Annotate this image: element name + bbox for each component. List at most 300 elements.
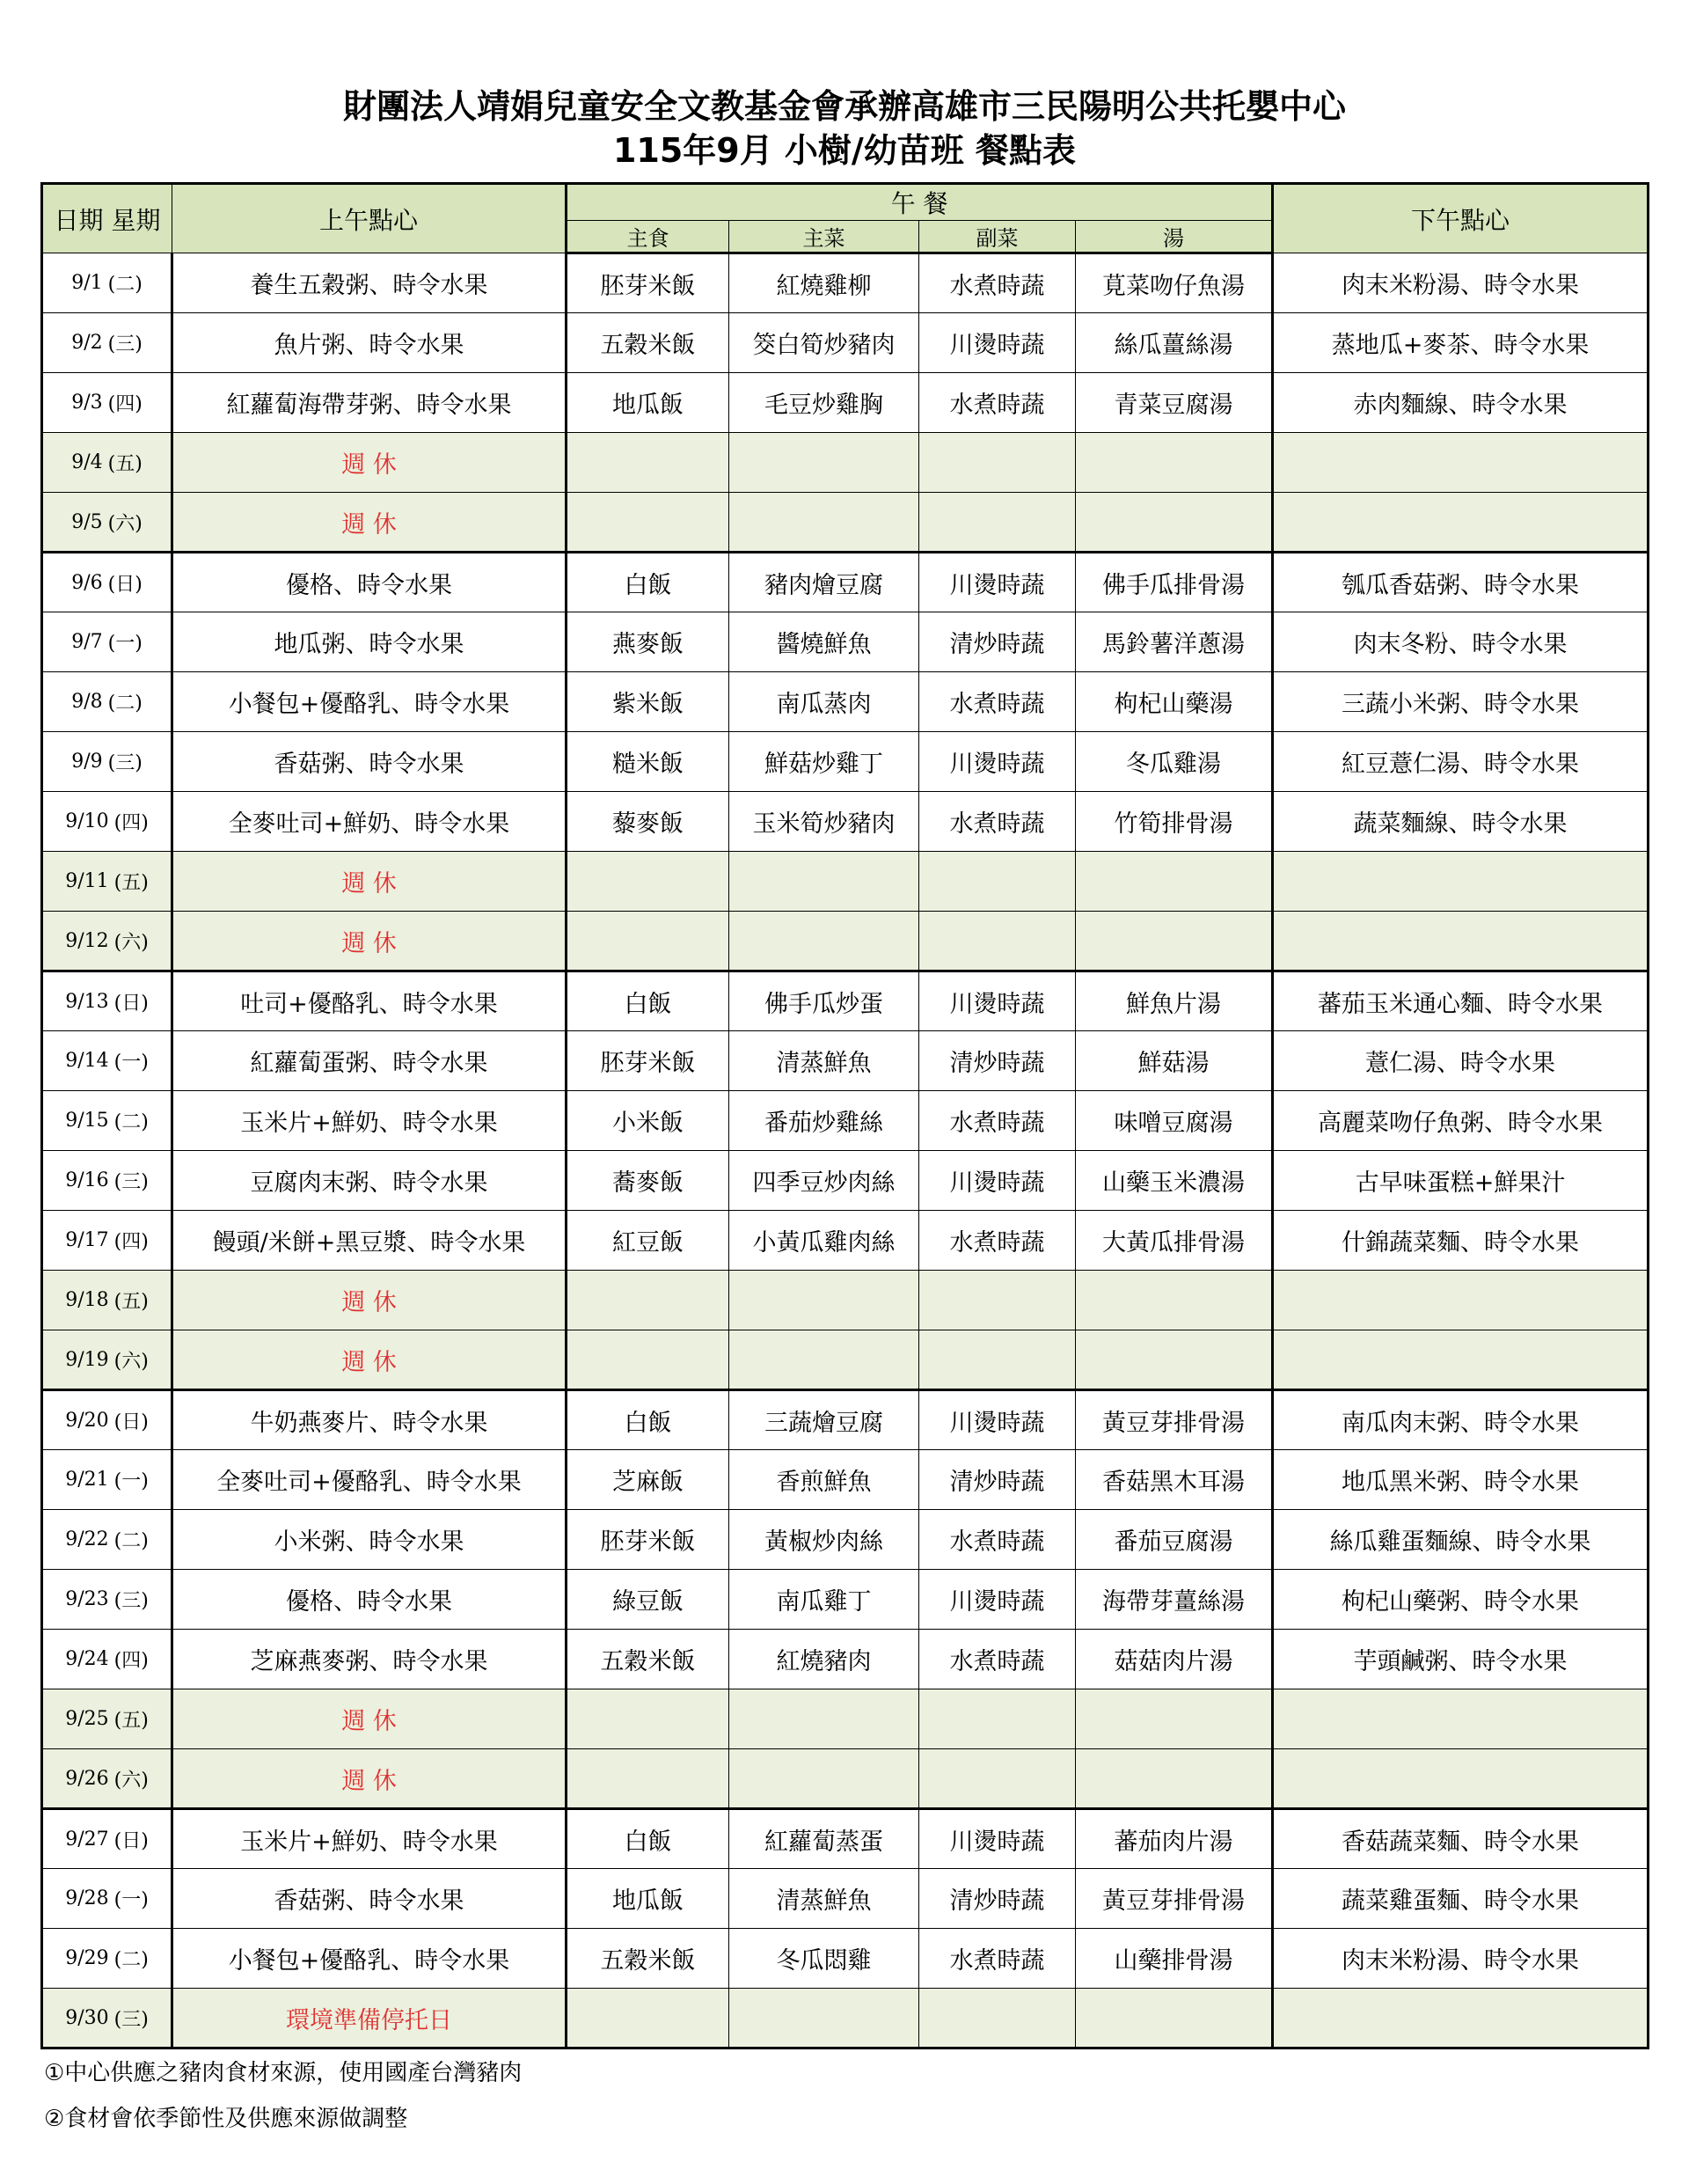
staple-cell xyxy=(567,493,729,553)
weekday-label: (五) xyxy=(113,1710,149,1732)
staple-cell: 小米飯 xyxy=(567,1091,729,1151)
staple-cell: 胚芽米飯 xyxy=(567,1031,729,1091)
table-row xyxy=(42,612,1649,672)
weekday-label: (二) xyxy=(113,1530,149,1552)
side-dish-cell: 川燙時蔬 xyxy=(919,732,1076,792)
main-dish-cell: 南瓜雞丁 xyxy=(729,1570,919,1630)
date-cell xyxy=(42,612,172,672)
afternoon-snack-cell: 芋頭鹹粥、時令水果 xyxy=(1273,1630,1649,1689)
main-dish-cell xyxy=(729,1271,919,1330)
main-dish-cell xyxy=(729,433,919,493)
staple-cell: 紅豆飯 xyxy=(567,1211,729,1271)
soup-cell: 香菇黑木耳湯 xyxy=(1076,1450,1273,1510)
side-dish-cell xyxy=(919,1989,1076,2048)
soup-cell xyxy=(1076,852,1273,912)
main-dish-cell xyxy=(729,1689,919,1749)
side-dish-cell xyxy=(919,1689,1076,1749)
main-dish-cell: 毛豆炒雞胸 xyxy=(729,373,919,433)
date-cell xyxy=(42,253,172,313)
morning-snack-cell: 紅蘿蔔海帶芽粥、時令水果 xyxy=(172,373,567,433)
staple-cell: 白飯 xyxy=(567,553,729,612)
afternoon-snack-cell xyxy=(1273,912,1649,971)
main-dish-cell: 紅燒豬肉 xyxy=(729,1630,919,1689)
date-cell xyxy=(42,912,172,971)
date-cell xyxy=(42,1510,172,1570)
staple-cell: 糙米飯 xyxy=(567,732,729,792)
weekday-label: (六) xyxy=(113,1350,149,1373)
main-dish-cell: 紅燒雞柳 xyxy=(729,253,919,313)
date-cell xyxy=(42,971,172,1031)
col-header-afternoon: 下午點心 xyxy=(1273,184,1649,253)
morning-snack-cell: 魚片粥、時令水果 xyxy=(172,313,567,373)
weekday-label: (四) xyxy=(113,1650,149,1672)
weekday-label: (三) xyxy=(107,752,143,774)
date-label: 9/13 xyxy=(65,990,109,1013)
date-cell xyxy=(42,433,172,493)
main-dish-cell: 清蒸鮮魚 xyxy=(729,1869,919,1929)
morning-snack-cell: 環境準備停托日 xyxy=(172,1989,567,2048)
side-dish-cell xyxy=(919,852,1076,912)
side-dish-cell xyxy=(919,493,1076,553)
date-label: 9/7 xyxy=(71,631,103,653)
afternoon-snack-cell: 地瓜黑米粥、時令水果 xyxy=(1273,1450,1649,1510)
side-dish-cell xyxy=(919,912,1076,971)
date-cell xyxy=(42,1031,172,1091)
soup-cell: 絲瓜薑絲湯 xyxy=(1076,313,1273,373)
date-label: 9/11 xyxy=(65,870,109,892)
page-title: 財團法人靖娟兒童安全文教基金會承辦高雄市三民陽明公共托嬰中心 xyxy=(342,87,1346,126)
weekday-label: (六) xyxy=(107,512,143,535)
main-dish-cell: 醬燒鮮魚 xyxy=(729,612,919,672)
date-cell xyxy=(42,672,172,732)
table-row xyxy=(42,253,1649,313)
side-dish-cell: 川燙時蔬 xyxy=(919,1390,1076,1450)
date-label: 9/2 xyxy=(71,332,103,354)
side-dish-cell: 水煮時蔬 xyxy=(919,1929,1076,1989)
afternoon-snack-cell: 南瓜肉末粥、時令水果 xyxy=(1273,1390,1649,1450)
table-row xyxy=(42,912,1649,971)
date-cell xyxy=(42,1091,172,1151)
staple-cell: 蕎麥飯 xyxy=(567,1151,729,1211)
weekday-label: (三) xyxy=(113,1590,149,1612)
side-dish-cell: 水煮時蔬 xyxy=(919,1630,1076,1689)
staple-cell: 藜麥飯 xyxy=(567,792,729,852)
soup-cell: 山藥玉米濃湯 xyxy=(1076,1151,1273,1211)
morning-snack-cell: 週 休 xyxy=(172,493,567,553)
date-label: 9/28 xyxy=(65,1887,109,1909)
afternoon-snack-cell: 枸杞山藥粥、時令水果 xyxy=(1273,1570,1649,1630)
date-label: 9/4 xyxy=(71,451,103,473)
date-label: 9/1 xyxy=(71,272,103,294)
afternoon-snack-cell xyxy=(1273,1989,1649,2048)
soup-cell: 冬瓜雞湯 xyxy=(1076,732,1273,792)
main-dish-cell: 三蔬燴豆腐 xyxy=(729,1390,919,1450)
soup-cell: 黃豆芽排骨湯 xyxy=(1076,1390,1273,1450)
soup-cell: 山藥排骨湯 xyxy=(1076,1929,1273,1989)
date-label: 9/17 xyxy=(65,1229,109,1251)
weekday-label: (日) xyxy=(107,573,143,596)
side-dish-cell: 川燙時蔬 xyxy=(919,313,1076,373)
morning-snack-cell: 芝麻燕麥粥、時令水果 xyxy=(172,1630,567,1689)
table-row xyxy=(42,1630,1649,1689)
afternoon-snack-cell: 什錦蔬菜麵、時令水果 xyxy=(1273,1211,1649,1271)
soup-cell: 味噌豆腐湯 xyxy=(1076,1091,1273,1151)
morning-snack-cell: 吐司+優酪乳、時令水果 xyxy=(172,971,567,1031)
date-cell xyxy=(42,373,172,433)
staple-cell: 白飯 xyxy=(567,1390,729,1450)
date-label: 9/20 xyxy=(65,1409,109,1432)
date-label: 9/21 xyxy=(65,1469,109,1491)
date-cell xyxy=(42,1989,172,2048)
staple-cell: 五穀米飯 xyxy=(567,1929,729,1989)
afternoon-snack-cell xyxy=(1273,1689,1649,1749)
col-header-soup: 湯 xyxy=(1076,221,1273,253)
side-dish-cell xyxy=(919,433,1076,493)
staple-cell xyxy=(567,1271,729,1330)
soup-cell xyxy=(1076,1330,1273,1390)
soup-cell xyxy=(1076,1749,1273,1809)
date-cell xyxy=(42,852,172,912)
main-dish-cell xyxy=(729,912,919,971)
table-row xyxy=(42,1809,1649,1869)
soup-cell: 莧菜吻仔魚湯 xyxy=(1076,253,1273,313)
soup-cell: 鮮魚片湯 xyxy=(1076,971,1273,1031)
note-seasonal: ②食材會依季節性及供應來源做調整 xyxy=(44,2106,408,2132)
date-cell xyxy=(42,1630,172,1689)
notes xyxy=(44,2050,522,2142)
soup-cell xyxy=(1076,493,1273,553)
afternoon-snack-cell xyxy=(1273,852,1649,912)
staple-cell: 胚芽米飯 xyxy=(567,253,729,313)
morning-snack-cell: 養生五穀粥、時令水果 xyxy=(172,253,567,313)
table-row xyxy=(42,792,1649,852)
morning-snack-cell: 週 休 xyxy=(172,852,567,912)
morning-snack-cell: 香菇粥、時令水果 xyxy=(172,1869,567,1929)
morning-snack-cell: 優格、時令水果 xyxy=(172,1570,567,1630)
side-dish-cell: 清炒時蔬 xyxy=(919,1031,1076,1091)
staple-cell: 五穀米飯 xyxy=(567,1630,729,1689)
soup-cell: 竹筍排骨湯 xyxy=(1076,792,1273,852)
main-dish-cell xyxy=(729,493,919,553)
date-label: 9/22 xyxy=(65,1528,109,1550)
afternoon-snack-cell: 瓠瓜香菇粥、時令水果 xyxy=(1273,553,1649,612)
date-cell xyxy=(42,1211,172,1271)
date-label: 9/10 xyxy=(65,810,109,832)
meal-table xyxy=(40,182,1649,2049)
soup-cell: 佛手瓜排骨湯 xyxy=(1076,553,1273,612)
table-row xyxy=(42,1031,1649,1091)
staple-cell xyxy=(567,433,729,493)
date-label: 9/8 xyxy=(71,691,103,713)
soup-cell: 蕃茄肉片湯 xyxy=(1076,1809,1273,1869)
main-dish-cell: 鮮菇炒雞丁 xyxy=(729,732,919,792)
date-label: 9/15 xyxy=(65,1110,109,1132)
side-dish-cell: 清炒時蔬 xyxy=(919,612,1076,672)
afternoon-snack-cell xyxy=(1273,1271,1649,1330)
table-row xyxy=(42,1211,1649,1271)
afternoon-snack-cell: 肉末米粉湯、時令水果 xyxy=(1273,253,1649,313)
table-row xyxy=(42,852,1649,912)
weekday-label: (五) xyxy=(113,872,149,894)
date-cell xyxy=(42,493,172,553)
weekday-label: (三) xyxy=(113,2008,149,2031)
main-dish-cell xyxy=(729,1749,919,1809)
date-label: 9/9 xyxy=(71,751,103,773)
side-dish-cell: 水煮時蔬 xyxy=(919,792,1076,852)
table-row xyxy=(42,672,1649,732)
weekday-label: (六) xyxy=(113,1769,149,1792)
col-header-staple: 主食 xyxy=(567,221,729,253)
table-row xyxy=(42,1450,1649,1510)
date-cell xyxy=(42,732,172,792)
table-row xyxy=(42,1091,1649,1151)
main-dish-cell xyxy=(729,852,919,912)
afternoon-snack-cell: 高麗菜吻仔魚粥、時令水果 xyxy=(1273,1091,1649,1151)
col-header-side: 副菜 xyxy=(919,221,1076,253)
date-label: 9/19 xyxy=(65,1348,109,1371)
side-dish-cell: 清炒時蔬 xyxy=(919,1869,1076,1929)
weekday-label: (五) xyxy=(113,1291,149,1313)
staple-cell: 紫米飯 xyxy=(567,672,729,732)
soup-cell xyxy=(1076,1271,1273,1330)
date-label: 9/26 xyxy=(65,1767,109,1790)
morning-snack-cell: 全麥吐司+優酪乳、時令水果 xyxy=(172,1450,567,1510)
date-label: 9/25 xyxy=(65,1708,109,1730)
afternoon-snack-cell xyxy=(1273,433,1649,493)
meal-table-body xyxy=(42,253,1649,2048)
side-dish-cell: 水煮時蔬 xyxy=(919,373,1076,433)
table-row xyxy=(42,1689,1649,1749)
date-cell xyxy=(42,1689,172,1749)
table-row xyxy=(42,971,1649,1031)
staple-cell: 芝麻飯 xyxy=(567,1450,729,1510)
weekday-label: (二) xyxy=(113,1111,149,1133)
table-row xyxy=(42,1271,1649,1330)
staple-cell: 地瓜飯 xyxy=(567,1869,729,1929)
date-label: 9/12 xyxy=(65,929,109,952)
soup-cell: 海帶芽薑絲湯 xyxy=(1076,1570,1273,1630)
staple-cell xyxy=(567,1989,729,2048)
afternoon-snack-cell: 肉末冬粉、時令水果 xyxy=(1273,612,1649,672)
table-row xyxy=(42,1869,1649,1929)
main-dish-cell: 番茄炒雞絲 xyxy=(729,1091,919,1151)
weekday-label: (一) xyxy=(113,1470,149,1492)
afternoon-snack-cell: 蔬菜雞蛋麵、時令水果 xyxy=(1273,1869,1649,1929)
afternoon-snack-cell: 蒸地瓜+麥茶、時令水果 xyxy=(1273,313,1649,373)
staple-cell xyxy=(567,1749,729,1809)
weekday-label: (二) xyxy=(107,693,143,715)
col-header-lunch: 午 餐 xyxy=(567,184,1273,221)
main-dish-cell: 四季豆炒肉絲 xyxy=(729,1151,919,1211)
soup-cell: 枸杞山藥湯 xyxy=(1076,672,1273,732)
date-label: 9/14 xyxy=(65,1050,109,1072)
table-row xyxy=(42,1749,1649,1809)
side-dish-cell: 川燙時蔬 xyxy=(919,1570,1076,1630)
staple-cell: 燕麥飯 xyxy=(567,612,729,672)
date-label: 9/27 xyxy=(65,1828,109,1851)
table-row xyxy=(42,1929,1649,1989)
main-dish-cell: 佛手瓜炒蛋 xyxy=(729,971,919,1031)
table-row xyxy=(42,1570,1649,1630)
morning-snack-cell: 玉米片+鮮奶、時令水果 xyxy=(172,1809,567,1869)
weekday-label: (一) xyxy=(113,1052,149,1074)
afternoon-snack-cell: 肉末米粉湯、時令水果 xyxy=(1273,1929,1649,1989)
weekday-label: (二) xyxy=(113,1949,149,1971)
main-dish-cell: 小黃瓜雞肉絲 xyxy=(729,1211,919,1271)
date-label: 9/23 xyxy=(65,1588,109,1610)
date-cell xyxy=(42,553,172,612)
date-label: 9/16 xyxy=(65,1169,109,1191)
side-dish-cell: 水煮時蔬 xyxy=(919,1510,1076,1570)
note-pork-source: ①中心供應之豬肉食材來源，使用國產台灣豬肉 xyxy=(44,2060,523,2086)
main-dish-cell: 黃椒炒肉絲 xyxy=(729,1510,919,1570)
side-dish-cell: 川燙時蔬 xyxy=(919,1809,1076,1869)
morning-snack-cell: 全麥吐司+鮮奶、時令水果 xyxy=(172,792,567,852)
morning-snack-cell: 牛奶燕麥片、時令水果 xyxy=(172,1390,567,1450)
morning-snack-cell: 週 休 xyxy=(172,912,567,971)
date-cell xyxy=(42,1390,172,1450)
table-row xyxy=(42,373,1649,433)
date-cell xyxy=(42,792,172,852)
afternoon-snack-cell xyxy=(1273,493,1649,553)
side-dish-cell: 川燙時蔬 xyxy=(919,553,1076,612)
staple-cell: 白飯 xyxy=(567,971,729,1031)
afternoon-snack-cell: 紅豆薏仁湯、時令水果 xyxy=(1273,732,1649,792)
weekday-label: (日) xyxy=(113,1411,149,1433)
morning-snack-cell: 紅蘿蔔蛋粥、時令水果 xyxy=(172,1031,567,1091)
soup-cell xyxy=(1076,1989,1273,2048)
main-dish-cell: 南瓜蒸肉 xyxy=(729,672,919,732)
afternoon-snack-cell: 蕃茄玉米通心麵、時令水果 xyxy=(1273,971,1649,1031)
soup-cell: 菇菇肉片湯 xyxy=(1076,1630,1273,1689)
side-dish-cell: 水煮時蔬 xyxy=(919,672,1076,732)
title-block xyxy=(0,84,1689,172)
morning-snack-cell: 地瓜粥、時令水果 xyxy=(172,612,567,672)
main-dish-cell: 香煎鮮魚 xyxy=(729,1450,919,1510)
soup-cell: 青菜豆腐湯 xyxy=(1076,373,1273,433)
afternoon-snack-cell xyxy=(1273,1749,1649,1809)
side-dish-cell: 川燙時蔬 xyxy=(919,1151,1076,1211)
morning-snack-cell: 優格、時令水果 xyxy=(172,553,567,612)
main-dish-cell: 豬肉燴豆腐 xyxy=(729,553,919,612)
table-row xyxy=(42,1390,1649,1450)
morning-snack-cell: 週 休 xyxy=(172,1271,567,1330)
table-row xyxy=(42,1151,1649,1211)
morning-snack-cell: 小米粥、時令水果 xyxy=(172,1510,567,1570)
morning-snack-cell: 週 休 xyxy=(172,1689,567,1749)
weekday-label: (日) xyxy=(113,992,149,1015)
main-dish-cell: 紅蘿蔔蒸蛋 xyxy=(729,1809,919,1869)
main-dish-cell: 玉米筍炒豬肉 xyxy=(729,792,919,852)
weekday-label: (六) xyxy=(113,931,149,954)
soup-cell xyxy=(1076,433,1273,493)
staple-cell: 地瓜飯 xyxy=(567,373,729,433)
date-label: 9/18 xyxy=(65,1289,109,1311)
table-row xyxy=(42,433,1649,493)
col-header-morning: 上午點心 xyxy=(172,184,567,253)
main-dish-cell: 清蒸鮮魚 xyxy=(729,1031,919,1091)
afternoon-snack-cell: 赤肉麵線、時令水果 xyxy=(1273,373,1649,433)
table-row xyxy=(42,553,1649,612)
table-row xyxy=(42,313,1649,373)
weekday-label: (四) xyxy=(113,812,149,834)
weekday-label: (日) xyxy=(113,1829,149,1852)
morning-snack-cell: 豆腐肉末粥、時令水果 xyxy=(172,1151,567,1211)
afternoon-snack-cell: 薏仁湯、時令水果 xyxy=(1273,1031,1649,1091)
morning-snack-cell: 小餐包+優酪乳、時令水果 xyxy=(172,672,567,732)
side-dish-cell: 水煮時蔬 xyxy=(919,1091,1076,1151)
side-dish-cell xyxy=(919,1271,1076,1330)
weekday-label: (四) xyxy=(107,393,143,415)
morning-snack-cell: 週 休 xyxy=(172,1749,567,1809)
weekday-label: (二) xyxy=(107,274,143,296)
page-subtitle: 115年9月 小樹/幼苗班 餐點表 xyxy=(612,131,1077,170)
main-dish-cell: 筊白筍炒豬肉 xyxy=(729,313,919,373)
side-dish-cell: 水煮時蔬 xyxy=(919,1211,1076,1271)
weekday-label: (三) xyxy=(113,1171,149,1193)
date-label: 9/3 xyxy=(71,392,103,414)
col-header-date: 日期 星期 xyxy=(42,184,172,253)
date-cell xyxy=(42,1929,172,1989)
soup-cell: 番茄豆腐湯 xyxy=(1076,1510,1273,1570)
date-label: 9/5 xyxy=(71,510,103,533)
date-cell xyxy=(42,313,172,373)
main-dish-cell: 冬瓜悶雞 xyxy=(729,1929,919,1989)
soup-cell: 黃豆芽排骨湯 xyxy=(1076,1869,1273,1929)
main-dish-cell xyxy=(729,1989,919,2048)
morning-snack-cell: 饅頭/米餅+黑豆漿、時令水果 xyxy=(172,1211,567,1271)
soup-cell xyxy=(1076,912,1273,971)
date-cell xyxy=(42,1869,172,1929)
col-header-main: 主菜 xyxy=(729,221,919,253)
date-label: 9/24 xyxy=(65,1648,109,1670)
table-row xyxy=(42,1330,1649,1390)
side-dish-cell xyxy=(919,1330,1076,1390)
weekday-label: (一) xyxy=(107,633,143,655)
afternoon-snack-cell xyxy=(1273,1330,1649,1390)
soup-cell: 馬鈴薯洋蔥湯 xyxy=(1076,612,1273,672)
weekday-label: (一) xyxy=(113,1889,149,1911)
staple-cell xyxy=(567,1689,729,1749)
date-label: 9/29 xyxy=(65,1947,109,1969)
side-dish-cell: 清炒時蔬 xyxy=(919,1450,1076,1510)
date-cell xyxy=(42,1809,172,1869)
date-cell xyxy=(42,1330,172,1390)
date-cell xyxy=(42,1151,172,1211)
afternoon-snack-cell: 古早味蛋糕+鮮果汁 xyxy=(1273,1151,1649,1211)
main-dish-cell xyxy=(729,1330,919,1390)
side-dish-cell xyxy=(919,1749,1076,1809)
soup-cell: 大黃瓜排骨湯 xyxy=(1076,1211,1273,1271)
weekday-label: (四) xyxy=(113,1231,149,1253)
morning-snack-cell: 週 休 xyxy=(172,1330,567,1390)
date-label: 9/30 xyxy=(65,2006,109,2029)
soup-cell xyxy=(1076,1689,1273,1749)
weekday-label: (五) xyxy=(107,453,143,475)
table-row xyxy=(42,1510,1649,1570)
staple-cell: 胚芽米飯 xyxy=(567,1510,729,1570)
weekday-label: (三) xyxy=(107,333,143,355)
staple-cell xyxy=(567,852,729,912)
side-dish-cell: 水煮時蔬 xyxy=(919,253,1076,313)
table-row xyxy=(42,1989,1649,2048)
date-cell xyxy=(42,1271,172,1330)
afternoon-snack-cell: 蔬菜麵線、時令水果 xyxy=(1273,792,1649,852)
staple-cell xyxy=(567,912,729,971)
afternoon-snack-cell: 絲瓜雞蛋麵線、時令水果 xyxy=(1273,1510,1649,1570)
side-dish-cell: 川燙時蔬 xyxy=(919,971,1076,1031)
table-row xyxy=(42,493,1649,553)
